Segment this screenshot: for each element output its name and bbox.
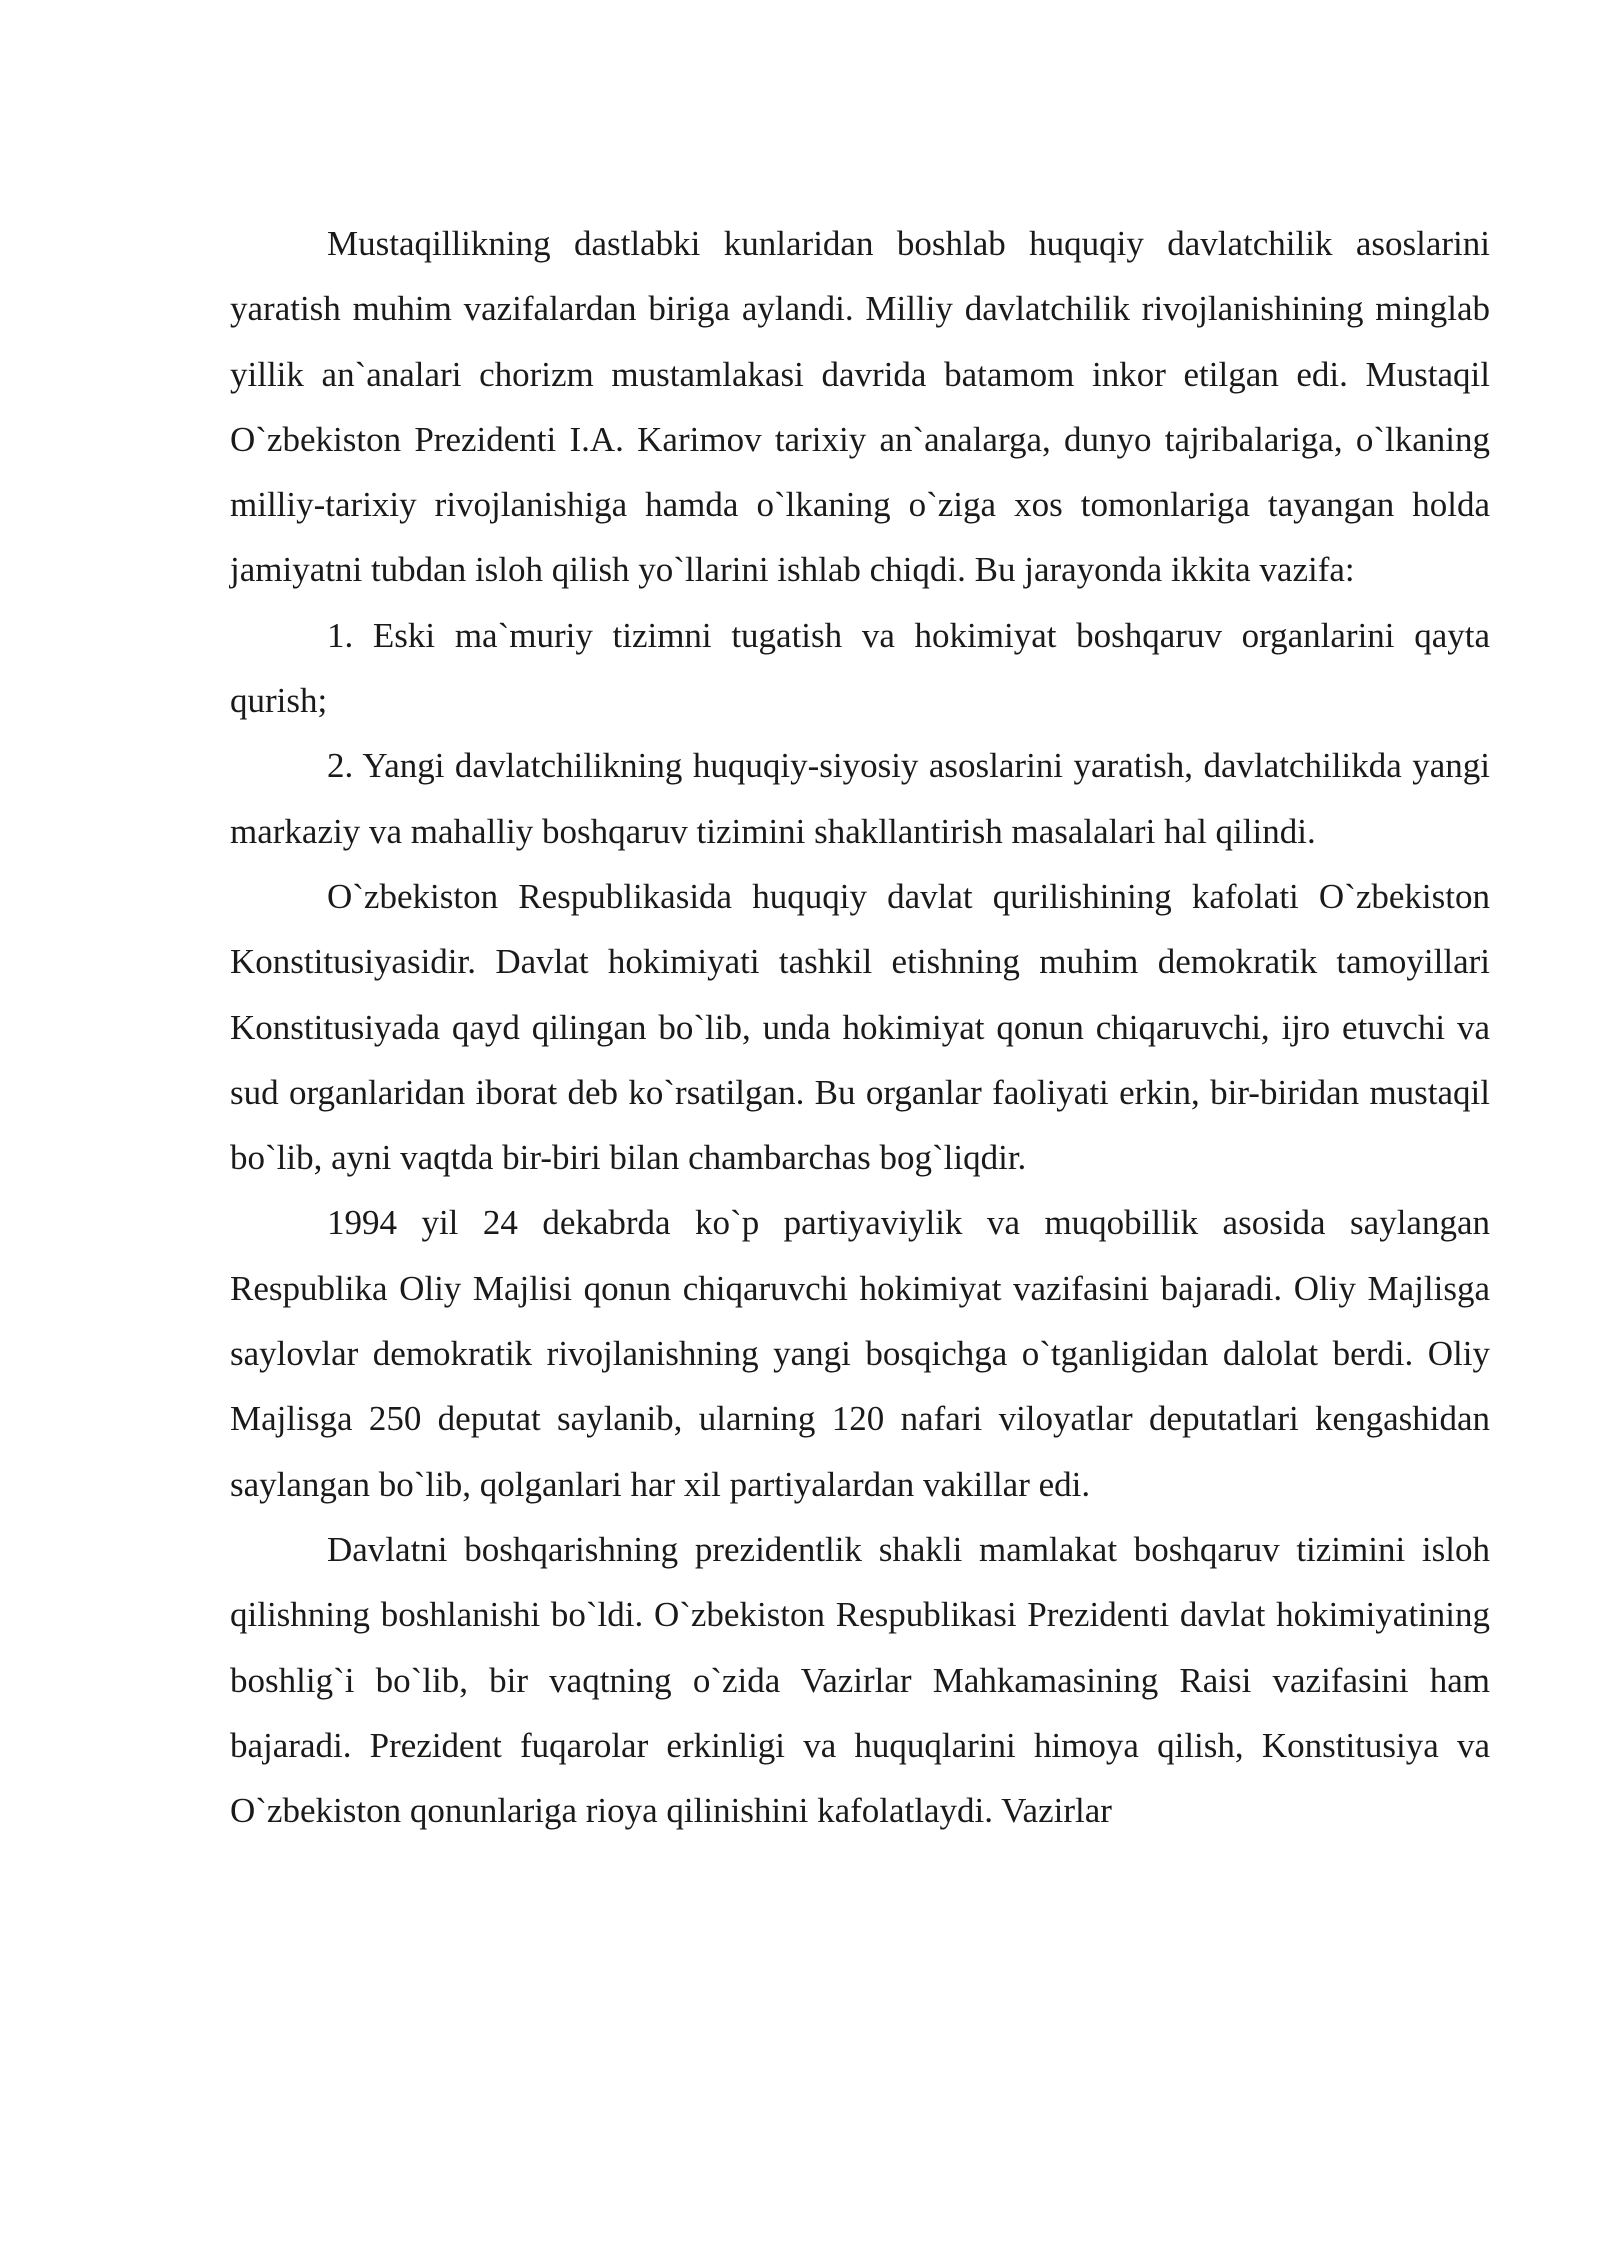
paragraph-intro: Mustaqillikning dastlabki kunlaridan boshlab huquqiy davlatchilik asoslarini yaratish muhim vazifalardan biriga aylandi. Milliy davlatchilik rivojlanishining minglab yillik an`analari chorizm mustamlakasi davrida batamom inkor etilgan edi. Mustaqil O`zbekiston Prezidenti I.A. Karimov tarixiy an`analarga, dunyo tajribalariga, o`lkaning milliy-tarixiy rivojlanishiga hamda o`lkaning o`ziga xos tomonlariga tayangan holda jamiyatni tubdan isloh qilish yo`llarini ishlab chiqdi. Bu jarayonda ikkita vazifa: xyxy=(230,224,1490,590)
paragraph-president: Davlatni boshqarishning prezidentlik shakli mamlakat boshqaruv tizimini isloh qilishning boshlanishi bo`ldi. O`zbekiston Respublikasi Prezidenti davlat hokimiyatining boshlig`i bo`lib, bir vaqtning o`zida Vazirlar Mahkamasining Raisi vazifasini ham bajaradi. Prezident fuqarolar erkinligi va huquqlarini himoya qilish, Konstitusiya va O`zbekiston qonunlariga rioya qilinishini kafolatlaydi. Vazirlar xyxy=(230,1529,1490,1831)
paragraph-task-1: 1. Eski ma`muriy tizimni tugatish va hokimiyat boshqaruv organlarini qayta qurish; xyxy=(230,615,1490,721)
paragraph-constitution: O`zbekiston Respublikasida huquqiy davlat qurilishining kafolati O`zbekiston Konstitusiyasidir. Davlat hokimiyati tashkil etishning muhim demokratik tamoyillari Konstitusiyada qayd qilingan bo`lib, unda hokimiyat qonun chiqaruvchi, ijro etuvchi va sud organlaridan iborat deb ko`rsatilgan. Bu organlar faoliyati erkin, bir-biridan mustaqil bo`lib, ayni vaqtda bir-biri bilan chambarchas bog`liqdir. xyxy=(230,876,1490,1178)
paragraph-task-2: 2. Yangi davlatchilikning huquqiy-siyosiy asoslarini yaratish, davlatchilikda yangi markaziy va mahalliy boshqaruv tizimini shakllantirish masalalari hal qilindi. xyxy=(230,746,1490,851)
body-text xyxy=(230,211,1490,1843)
paragraph-oliy-majlis: 1994 yil 24 dekabrda ko`p partiyaviylik va muqobillik asosida saylangan Respublika Oliy Majlisi qonun chiqaruvchi hokimiyat vazifasini bajaradi. Oliy Majlisga saylovlar demokratik rivojlanishning yangi bosqichga o`tganligidan dalolat berdi. Oliy Majlisga 250 deputat saylanib, ularning 120 nafari viloyatlar deputatlari kengashidan saylangan bo`lib, qolganlari har xil partiyalardan vakillar edi. xyxy=(230,1203,1490,1504)
